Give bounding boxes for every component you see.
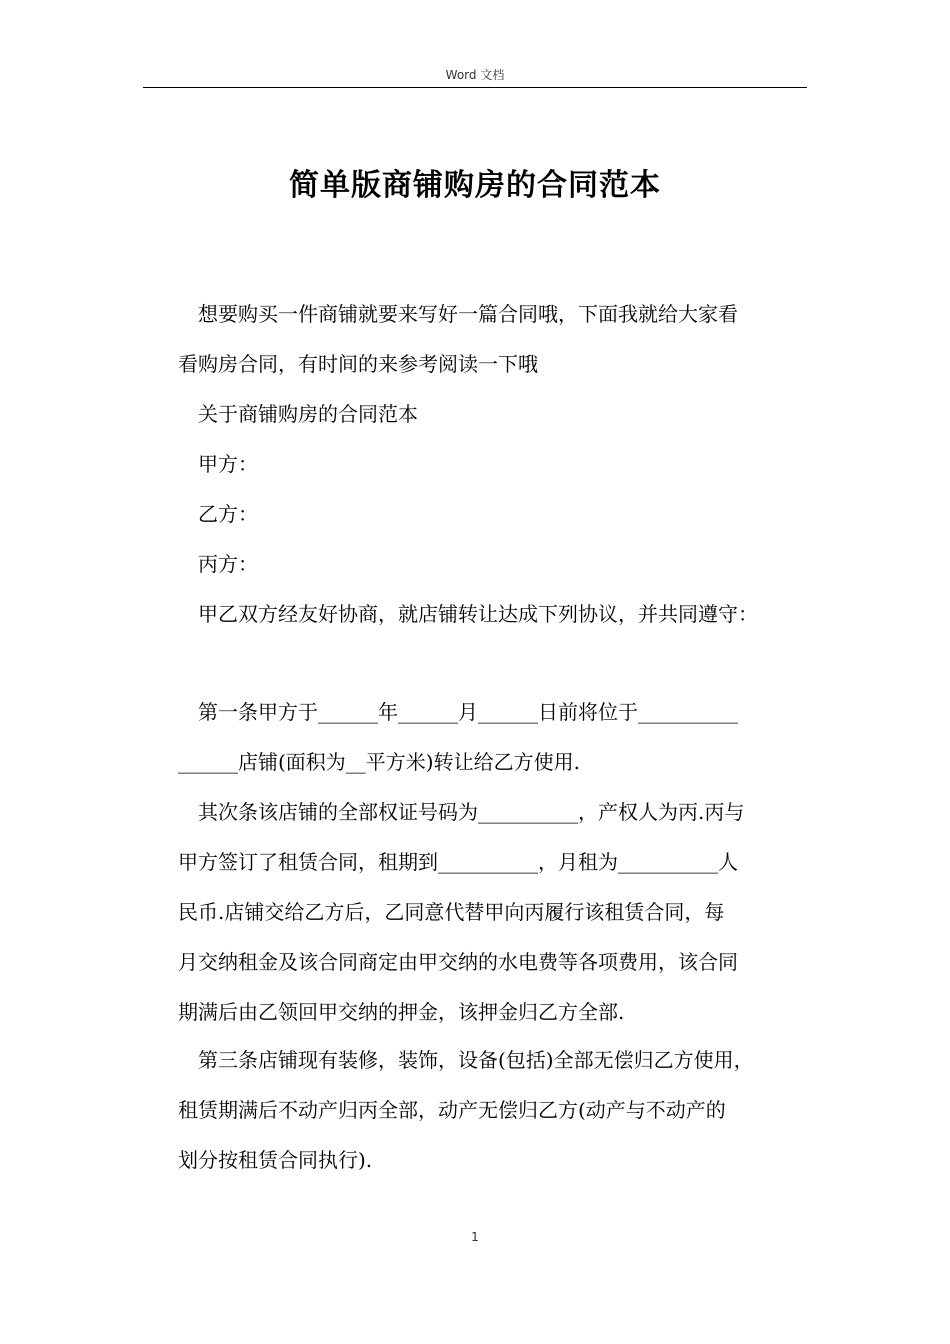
body-line: 甲乙双方经友好协商，就店铺转让达成下列协议，并共同遵守： <box>198 602 758 626</box>
page-header: Word 文档 <box>445 68 505 82</box>
article-2-line: 甲方签订了租赁合同，租期到__________，月租为__________人 <box>178 850 738 874</box>
article-3-line: 第三条店铺现有装修，装饰，设备(包括)全部无偿归乙方使用， <box>198 1048 754 1072</box>
party-c-line: 丙方： <box>198 552 258 576</box>
article-2-line: 期满后由乙领回甲交纳的押金，该押金归乙方全部. <box>178 1000 625 1024</box>
party-b-line: 乙方： <box>198 502 258 526</box>
body-line: 看购房合同，有时间的来参考阅读一下哦 <box>178 352 538 376</box>
article-1-line: ______店铺(面积为__平方米)转让给乙方使用. <box>178 750 580 774</box>
article-1-line: 第一条甲方于______年______月______日前将位于__________ <box>198 700 738 724</box>
article-3-line: 租赁期满后不动产归丙全部，动产无偿归乙方(动产与不动产的 <box>178 1098 726 1122</box>
article-2-line: 民币.店铺交给乙方后，乙同意代替甲向丙履行该租赁合同，每 <box>178 900 725 924</box>
article-2-line: 月交纳租金及该合同商定由甲交纳的水电费等各项费用，该合同 <box>178 950 738 974</box>
body-line: 关于商铺购房的合同范本 <box>198 402 418 426</box>
page-number: 1 <box>471 1230 479 1244</box>
document-title: 简单版商铺购房的合同范本 <box>289 168 661 203</box>
party-a-line: 甲方： <box>198 452 258 476</box>
article-2-line: 其次条该店铺的全部权证号码为__________，产权人为丙.丙与 <box>198 800 745 824</box>
article-3-line: 划分按租赁合同执行). <box>178 1148 373 1172</box>
header-divider <box>143 87 807 88</box>
body-line: 想要购买一件商铺就要来写好一篇合同哦，下面我就给大家看 <box>198 302 738 326</box>
